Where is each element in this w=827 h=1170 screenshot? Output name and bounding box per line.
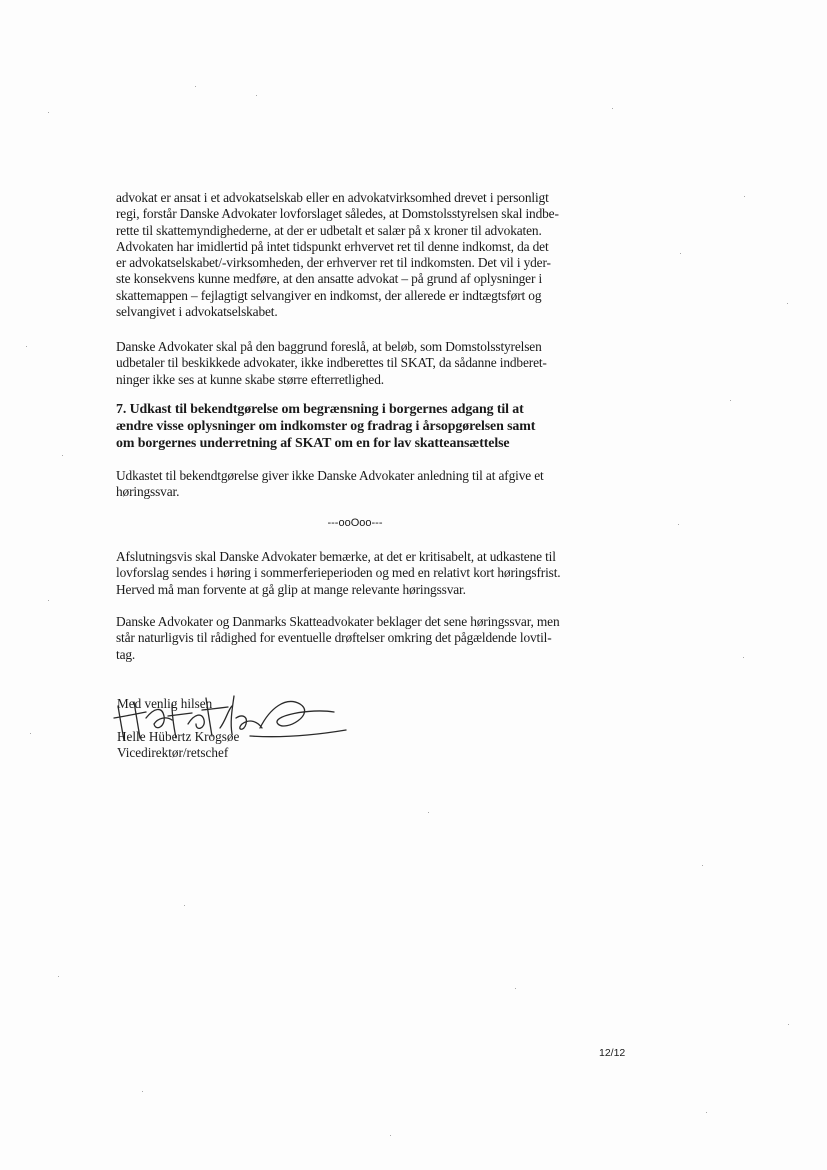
paragraph-apology [116,614,596,663]
text-line: ninger ikke ses at kunne skabe større efterretlighed. [116,371,384,387]
text-line: Afslutningsvis skal Danske Advokater bemærke, at det er kritisabelt, at udkastene til [116,549,556,564]
paragraph-no-comment [116,468,596,501]
scan-speck [744,196,745,197]
paragraph-criticism [116,549,596,598]
text-line: Udkastet til bekendtgørelse giver ikke Danske Advokater anledning til at afgive et [116,468,544,483]
text-line: advokat er ansat i et advokatselskab eller en advokatvirksomhed drevet i personligt [116,190,549,205]
scan-speck [730,400,731,401]
scan-speck [515,988,516,989]
scan-speck [195,86,196,87]
paragraph-salary-reporting [116,190,596,320]
scan-speck [62,455,63,456]
paragraph-proposal [116,339,596,388]
scan-speck [612,108,613,109]
signer-title: Vicedirektør/retschef [117,745,229,760]
scan-speck [678,524,679,525]
text-line: skattemappen – fejlagtigt selvangiver en indkomst, der allerede er indtægtsført og [116,287,542,303]
scan-speck [48,600,49,601]
heading-line: 7. Udkast til bekendtgørelse om begrænsning i borgernes adgang til at [116,402,524,417]
scan-speck [702,865,703,866]
scan-speck [184,905,185,906]
text-line: Advokaten har imidlertid på intet tidspunkt erhvervet ret til denne indkomst, da det [116,238,549,254]
text-line: udbetaler til beskikkede advokater, ikke indberettes til SKAT, da sådanne indberet- [116,355,547,371]
scan-speck [58,976,59,977]
closing-greeting: Med venlig hilsen [117,696,213,711]
scan-speck [142,1091,143,1092]
scan-speck [390,1135,391,1136]
section-separator: ---ooOoo--- [327,517,383,529]
text-line: Danske Advokater skal på den baggrund foreslå, at beløb, som Domstolsstyrelsen [116,339,542,354]
text-line: lovforslag sendes i høring i sommerferieperioden og med en relativt kort høringsfrist. [116,565,561,581]
text-line: ste konsekvens kunne medføre, at den ansatte advokat – på grund af oplysninger i [116,271,543,287]
heading-line: ændre visse oplysninger om indkomster og fradrag i årsopgørelsen samt [116,418,536,434]
text-line: rette til skattemyndighederne, at der er udbetalt et salær på x kroner til advokaten. [116,222,542,238]
scan-speck [256,95,257,96]
signer-name: Helle Hübertz Krogsøe [117,729,240,744]
page-number: 12/12 [599,1047,626,1059]
text-line: høringssvar. [116,484,180,500]
scan-speck [48,112,49,113]
scan-speck [26,346,27,347]
scan-speck [680,253,681,254]
text-line: selvangivet i advokatselskabet. [116,304,278,320]
heading-line: om borgernes underretning af SKAT om en for lav skatteansættelse [116,435,510,451]
section-heading [116,402,596,452]
scan-speck [706,1112,707,1113]
scan-speck [743,657,744,658]
text-line: tag. [116,646,136,662]
scan-speck [30,733,31,734]
text-line: står naturligvis til rådighed for eventuelle drøftelser omkring det pågældende lovtil- [116,630,552,646]
text-line: er advokatselskabet/-virksomheden, der erhverver ret til indkomsten. Det vil i yder- [116,255,551,271]
text-line: regi, forstår Danske Advokater lovforslaget således, at Domstolsstyrelsen skal indbe- [116,206,559,222]
scan-speck [428,812,429,813]
scan-speck [787,303,788,304]
text-line: Danske Advokater og Danmarks Skatteadvokater beklager det sene høringssvar, men [116,614,560,629]
text-line: Herved må man forvente at gå glip at mange relevante høringssvar. [116,581,466,597]
scan-speck [788,1024,789,1025]
